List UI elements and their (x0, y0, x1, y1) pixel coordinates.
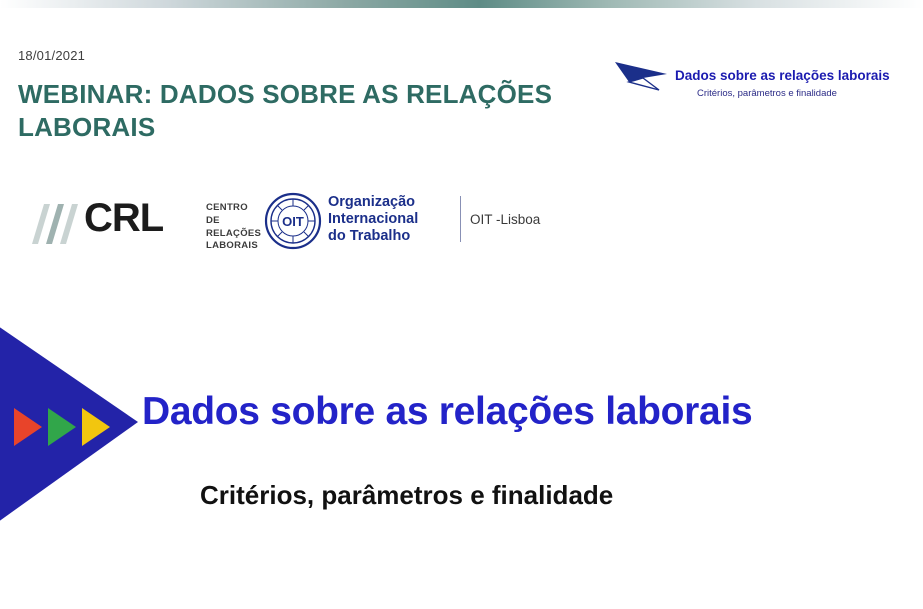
ilo-divider (460, 196, 461, 242)
corner-logo-name: Dados sobre as relações laborais (675, 68, 890, 83)
ilo-logo (264, 188, 554, 254)
slide-date: 18/01/2021 (18, 48, 86, 63)
ilo-seal-icon (264, 192, 322, 250)
svg-text:OIT: OIT (282, 214, 304, 229)
corner-brand-logo (613, 56, 903, 118)
corner-arrow-icon (613, 60, 669, 94)
page-title: WEBINAR: DADOS SOBRE AS RELAÇÕES LABORAIS (18, 79, 553, 142)
main-headline: Dados sobre as relações laborais (142, 390, 753, 433)
crl-acronym: CRL (84, 196, 164, 240)
top-gradient-bar (0, 0, 923, 8)
crl-line-3: LABORAIS (206, 240, 259, 252)
crl-line-2: RELAÇÕES (206, 227, 262, 239)
ilo-office-label: OIT -Lisboa (470, 212, 541, 227)
main-arrow-graphic (0, 326, 140, 526)
ilo-name-line-2: Internacional (328, 211, 419, 228)
corner-logo-tagline: Critérios, parâmetros e finalidade (697, 88, 837, 99)
ilo-name (328, 194, 418, 245)
crl-logo (30, 194, 262, 252)
crl-line-1: CENTRO DE (206, 202, 248, 226)
crl-fullname (206, 202, 261, 253)
slide-canvas (0, 8, 923, 609)
main-subtitle: Critérios, parâmetros e finalidade (200, 480, 614, 510)
crl-bars-icon (30, 202, 82, 246)
ilo-name-line-1: Organização (328, 194, 416, 210)
ilo-name-line-3: do Trabalho (328, 228, 411, 245)
